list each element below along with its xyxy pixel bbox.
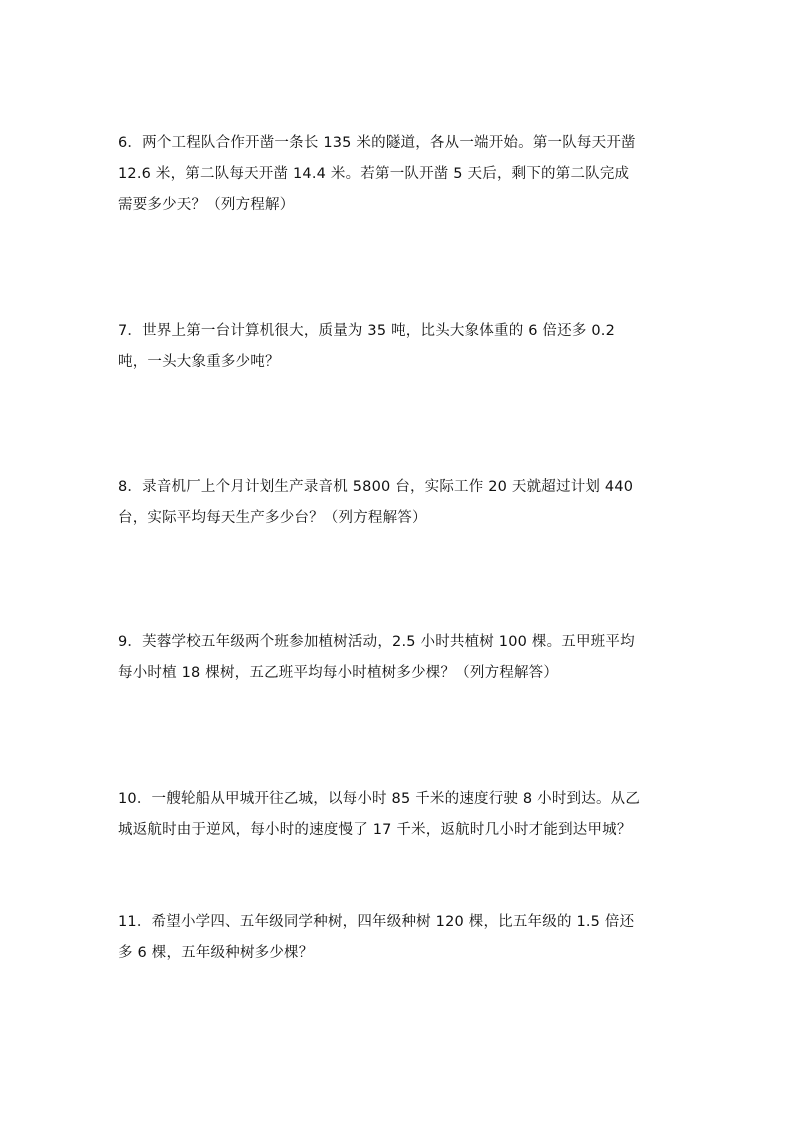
problem-9 (118, 627, 678, 689)
problem-6 (118, 128, 678, 221)
problem-8-line-2: 台，实际平均每天生产多少台？（列方程解答） (118, 510, 427, 526)
problem-8 (118, 472, 678, 534)
problem-11-line-1: 11．希望小学四、五年级同学种树，四年级种树 120 棵，比五年级的 1.5 倍还 (118, 914, 635, 930)
problem-9-line-1: 9．芙蓉学校五年级两个班参加植树活动，2.5 小时共植树 100 棵。五甲班平均 (118, 634, 635, 650)
problem-11 (118, 907, 678, 969)
problem-6-line-3: 需要多少天？（列方程解） (118, 197, 295, 213)
problem-6-line-1: 6．两个工程队合作开凿一条长 135 米的隧道，各从一端开始。第一队每天开凿 (118, 135, 636, 151)
problem-10 (118, 784, 678, 846)
problem-8-line-1: 8．录音机厂上个月计划生产录音机 5800 台，实际工作 20 天就超过计划 440 (118, 479, 634, 495)
problem-7 (118, 316, 678, 378)
problem-11-line-2: 多 6 棵，五年级种树多少棵？ (118, 945, 314, 961)
problem-7-line-2: 吨，一头大象重多少吨？ (118, 354, 280, 370)
problem-9-line-2: 每小时植 18 棵树，五乙班平均每小时植树多少棵？（列方程解答） (118, 665, 559, 681)
problem-10-line-1: 10．一艘轮船从甲城开往乙城，以每小时 85 千米的速度行驶 8 小时到达。从乙 (118, 791, 641, 807)
problem-10-line-2: 城返航时由于逆风，每小时的速度慢了 17 千米，返航时几小时才能到达甲城？ (118, 822, 632, 838)
problem-6-line-2: 12.6 米，第二队每天开凿 14.4 米。若第一队开凿 5 天后，剩下的第二队完成 (118, 166, 630, 182)
problem-7-line-1: 7．世界上第一台计算机很大，质量为 35 吨，比头大象体重的 6 倍还多 0.2 (118, 323, 616, 339)
